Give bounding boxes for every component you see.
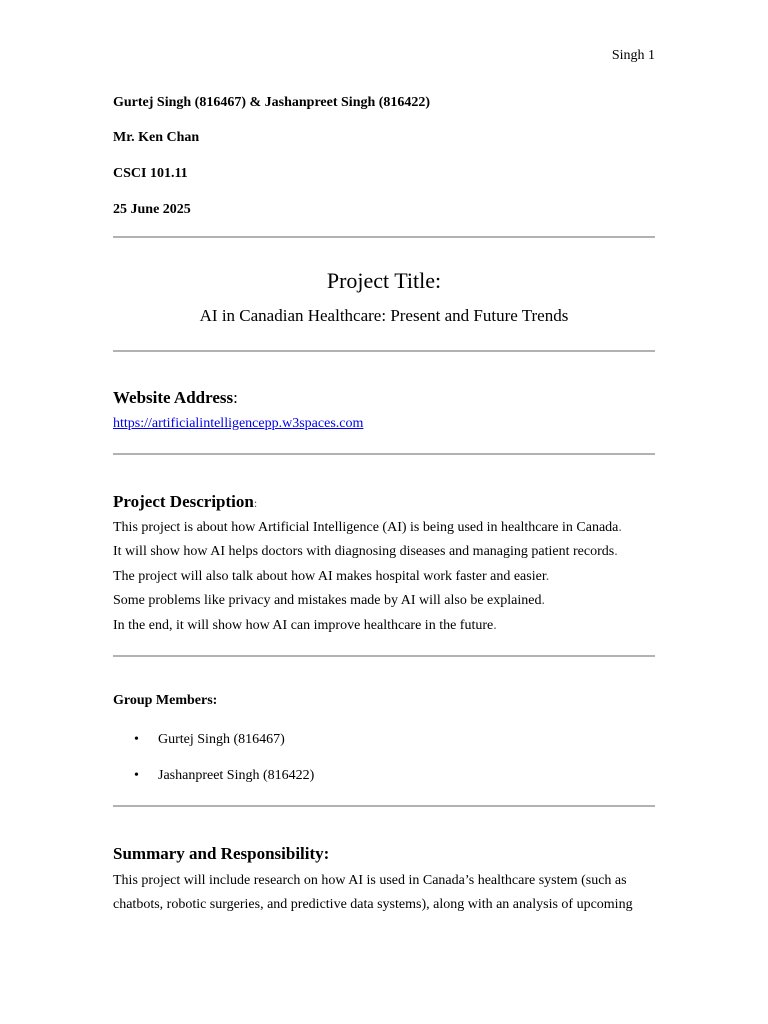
description-heading [113,491,257,514]
description-line: In the end, it will show how AI can improve healthcare in the future. [113,618,497,633]
course-code: CSCI 101.11 [113,166,188,181]
divider [113,805,655,807]
group-member-name: Gurtej Singh (816467) [158,732,285,747]
summary-heading: Summary and Responsibility: [113,844,330,863]
description-line: This project is about how Artificial Intelligence (AI) is being used in healthcare in Canada. [113,520,622,535]
bullet-icon: • [134,732,139,747]
summary-line: chatbots, robotic surgeries, and predictive data systems), along with an analysis of upcoming [113,897,633,912]
summary-line: This project will include research on how AI is used in Canada’s healthcare system (such as [113,873,627,888]
instructor-name: Mr. Ken Chan [113,130,200,145]
group-member-name: Jashanpreet Singh (816422) [158,768,315,783]
submission-date: 25 June 2025 [113,202,191,217]
description-line: Some problems like privacy and mistakes made by AI will also be explained. [113,593,545,608]
group-members-heading: Group Members: [113,693,218,708]
description-line: The project will also talk about how AI makes hospital work faster and easier. [113,569,550,584]
website-link[interactable]: https://artificialintelligencepp.w3spaces.com [113,416,364,431]
bullet-icon: • [134,768,139,783]
description-heading-label: Project Description [113,492,254,511]
divider [113,655,655,657]
running-head: Singh 1 [611,48,655,63]
project-subtitle: AI in Canadian Healthcare: Present and Future Trends [199,306,569,325]
divider [113,350,655,352]
author-names: Gurtej Singh (816467) & Jashanpreet Singh (816422) [113,95,431,110]
divider [113,453,655,455]
website-heading-label: Website Address [113,388,234,407]
divider [113,236,655,238]
website-heading-colon: : [233,388,238,407]
description-heading-colon: : [253,496,258,510]
website-heading [113,387,238,409]
description-line: It will show how AI helps doctors with diagnosing diseases and managing patient records. [113,544,618,559]
project-title: Project Title: [326,268,442,293]
